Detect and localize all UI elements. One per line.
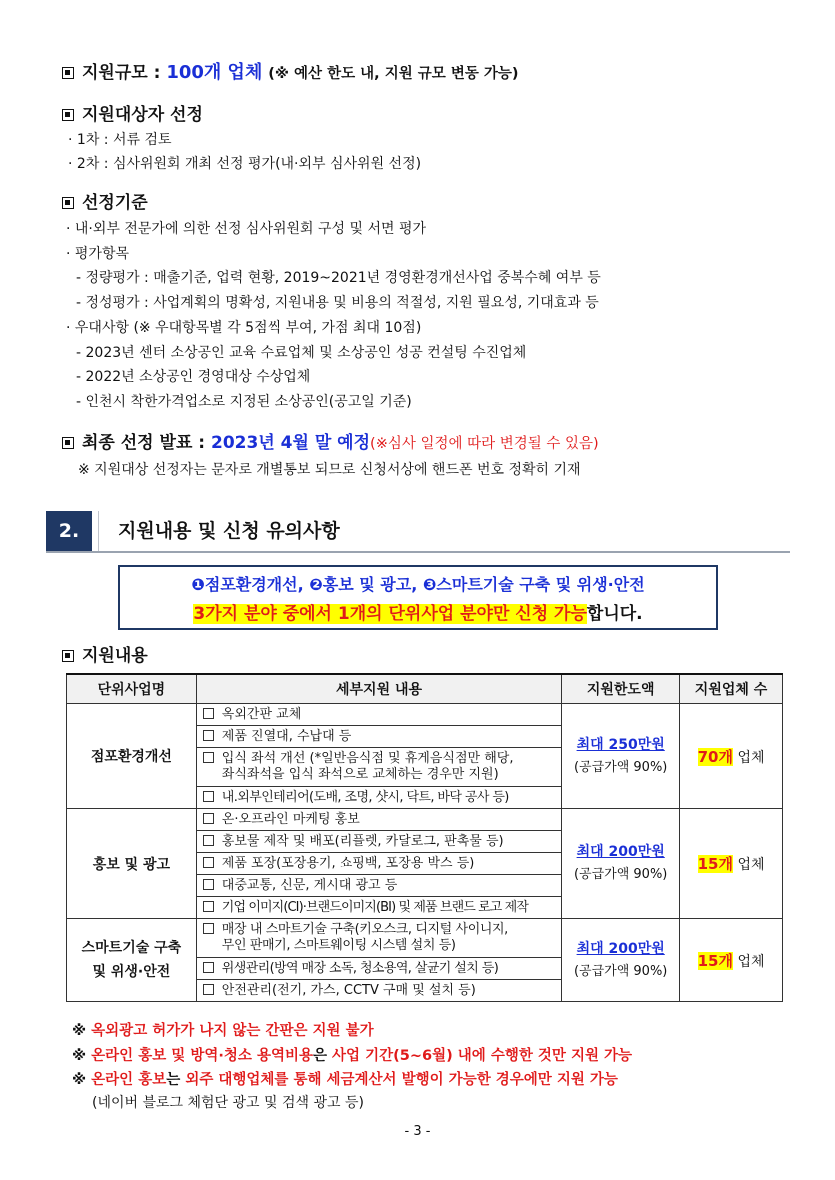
category-cell: 스마트기술 구축 및 위생·안전 <box>67 919 197 1002</box>
section-divider <box>98 511 99 551</box>
amount-value: 최대 200만원 <box>576 940 665 957</box>
square-bullet-icon <box>62 109 74 121</box>
item-cell: 홍보물 제작 및 배포(리플렛, 카달로그, 판촉물 등) <box>196 831 561 853</box>
checkbox-icon <box>203 708 214 719</box>
item-cell: 입식 좌석 개선 (*일반음식점 및 휴게음식점만 해당, 좌식좌석을 입식 좌석으로 교체하는 경우만 지원) <box>196 748 561 787</box>
amount-cell <box>562 809 680 919</box>
count-unit: 업체 <box>737 953 765 970</box>
header-cell: 세부지원 내용 <box>196 674 561 704</box>
selection-item: · 2차 : 심사위원회 개최 선정 평가(내·외부 심사위원 선정) <box>68 156 422 172</box>
note-line: ※ 온라인 홍보 및 방역·청소 용역비용은 사업 기간(5~6월) 내에 수행한 것만 지원 가능 <box>72 1048 633 1064</box>
checkbox-icon <box>203 857 214 868</box>
count-unit: 업체 <box>737 749 765 766</box>
notice-box <box>118 565 718 630</box>
square-bullet-icon <box>62 650 74 662</box>
scale-value: 100개 업체 <box>166 62 263 83</box>
notice-tail: 합니다. <box>586 604 643 624</box>
item-cell: 기업 이미지(CI)·브랜드이미지(BI) 및 제품 브랜드 로고 제작 <box>196 897 561 919</box>
amount-value: 최대 200만원 <box>576 844 665 860</box>
amount-note: (공급가액 90%) <box>573 867 668 882</box>
criteria-line: - 정량평가 : 매출기준, 업력 현황, 2019~2021년 경영환경개선사업 중복수혜 여부 등 <box>76 270 601 286</box>
criteria-line: · 평가항목 <box>66 246 129 262</box>
square-bullet-icon <box>62 437 74 449</box>
item-cell: 옥외간판 교체 <box>196 704 561 726</box>
section-underline <box>46 551 790 553</box>
selection-item: · 1차 : 서류 검토 <box>68 132 172 148</box>
item-cell: 제품 포장(포장용기, 쇼핑백, 포장용 박스 등) <box>196 853 561 875</box>
amount-cell <box>562 919 680 1002</box>
scale-note: (※ 예산 한도 내, 지원 규모 변동 가능) <box>268 66 519 82</box>
support-table <box>66 673 783 1002</box>
notice-line2 <box>120 599 716 624</box>
header-cell: 지원업체 수 <box>680 674 783 704</box>
header-cell: 단위사업명 <box>67 674 197 704</box>
item-cell: 매장 내 스마트기술 구축(키오스크, 디지털 사이니지, 무인 판매기, 스마트웨이팅 시스템 설치 등) <box>196 919 561 958</box>
announce-value: 2023년 4월 말 예정 <box>211 433 371 453</box>
count-cell <box>680 919 783 1002</box>
checkbox-icon <box>203 752 214 763</box>
selection-heading <box>62 100 203 125</box>
announce-heading <box>62 428 599 453</box>
note-line: ※ 온라인 홍보는 외주 대행업체를 통해 세금계산서 발행이 가능한 경우에만 지원 가능 <box>72 1072 618 1088</box>
criteria-line: · 우대사항 (※ 우대항목별 각 5점씩 부여, 가점 최대 10점) <box>66 320 422 336</box>
amount-note: (공급가액 90%) <box>573 759 668 775</box>
amount-value: 최대 250만원 <box>576 736 665 753</box>
checkbox-icon <box>203 835 214 846</box>
amount-cell <box>562 704 680 809</box>
selection-title: 지원대상자 선정 <box>82 105 203 125</box>
header-cell: 지원한도액 <box>562 674 680 704</box>
checkbox-icon <box>203 879 214 890</box>
notice-line1: ❶점포환경개선, ❷홍보 및 광고, ❸스마트기술 구축 및 위생·안전 <box>191 575 645 594</box>
announce-label: 최종 선정 발표 : <box>82 433 206 453</box>
criteria-line: - 정성평가 : 사업계획의 명확성, 지원내용 및 비용의 적절성, 지원 필요성, 기대효과 등 <box>76 295 599 311</box>
item-cell: 온·오프라인 마케팅 홍보 <box>196 809 561 831</box>
criteria-line: - 2022년 소상공인 경영대상 수상업체 <box>76 369 311 385</box>
checkbox-icon <box>203 901 214 912</box>
scale-heading <box>62 58 519 84</box>
criteria-line: - 인천시 착한가격업소로 지정된 소상공인(공고일 기준) <box>76 394 412 410</box>
item-cell: 내.외부인테리어(도배, 조명, 샷시, 닥트, 바닥 공사 등) <box>196 787 561 809</box>
table-header-row <box>67 674 783 704</box>
square-bullet-icon <box>62 197 74 209</box>
checkbox-icon <box>203 962 214 973</box>
checkbox-icon <box>203 923 214 934</box>
table-row <box>67 704 783 726</box>
item-cell: 대중교통, 신문, 게시대 광고 등 <box>196 875 561 897</box>
criteria-line: · 내·외부 전문가에 의한 선정 심사위원회 구성 및 서면 평가 <box>66 221 427 237</box>
category-cell: 점포환경개선 <box>67 704 197 809</box>
count-unit: 업체 <box>737 857 765 873</box>
checkbox-icon <box>203 791 214 802</box>
square-bullet-icon <box>62 67 74 79</box>
count-value: 15개 <box>697 855 733 873</box>
table-row <box>67 809 783 831</box>
count-value: 70개 <box>697 747 733 766</box>
note-line: ※ 옥외광고 허가가 나지 않는 간판은 지원 불가 <box>72 1023 374 1039</box>
checkbox-icon <box>203 813 214 824</box>
item-cell: 제품 진열대, 수납대 등 <box>196 726 561 748</box>
scale-label: 지원규모 : <box>82 63 161 83</box>
announce-note: (※심사 일정에 따라 변경될 수 있음) <box>370 436 599 452</box>
criteria-line: - 2023년 센터 소상공인 교육 수료업체 및 소상공인 성공 컨설팅 수진업체 <box>76 345 527 361</box>
table-row <box>67 919 783 958</box>
page-number: - 3 - <box>404 1124 431 1139</box>
criteria-title: 선정기준 <box>82 193 148 213</box>
checkbox-icon <box>203 730 214 741</box>
announce-sub: ※ 지원대상 선정자는 문자로 개별통보 되므로 신청서상에 핸드폰 번호 정확히 기재 <box>78 462 581 478</box>
note-tail: (네이버 블로그 체험단 광고 및 검색 광고 등) <box>92 1095 364 1111</box>
support-heading <box>62 641 148 666</box>
count-cell <box>680 704 783 809</box>
checkbox-icon <box>203 984 214 995</box>
support-title: 지원내용 <box>82 646 148 666</box>
item-cell: 위생관리(방역 매장 소독, 청소용역, 살균기 설치 등) <box>196 958 561 980</box>
section-number: 2. <box>46 511 92 551</box>
count-cell <box>680 809 783 919</box>
section-title: 지원내용 및 신청 유의사항 <box>118 520 340 542</box>
count-value: 15개 <box>697 951 733 970</box>
amount-note: (공급가액 90%) <box>573 963 668 979</box>
criteria-heading <box>62 188 148 213</box>
notice-highlight: 3가지 분야 중에서 1개의 단위사업 분야만 신청 가능 <box>193 604 587 624</box>
item-cell: 안전관리(전기, 가스, CCTV 구매 및 설치 등) <box>196 980 561 1002</box>
category-cell: 홍보 및 광고 <box>67 809 197 919</box>
